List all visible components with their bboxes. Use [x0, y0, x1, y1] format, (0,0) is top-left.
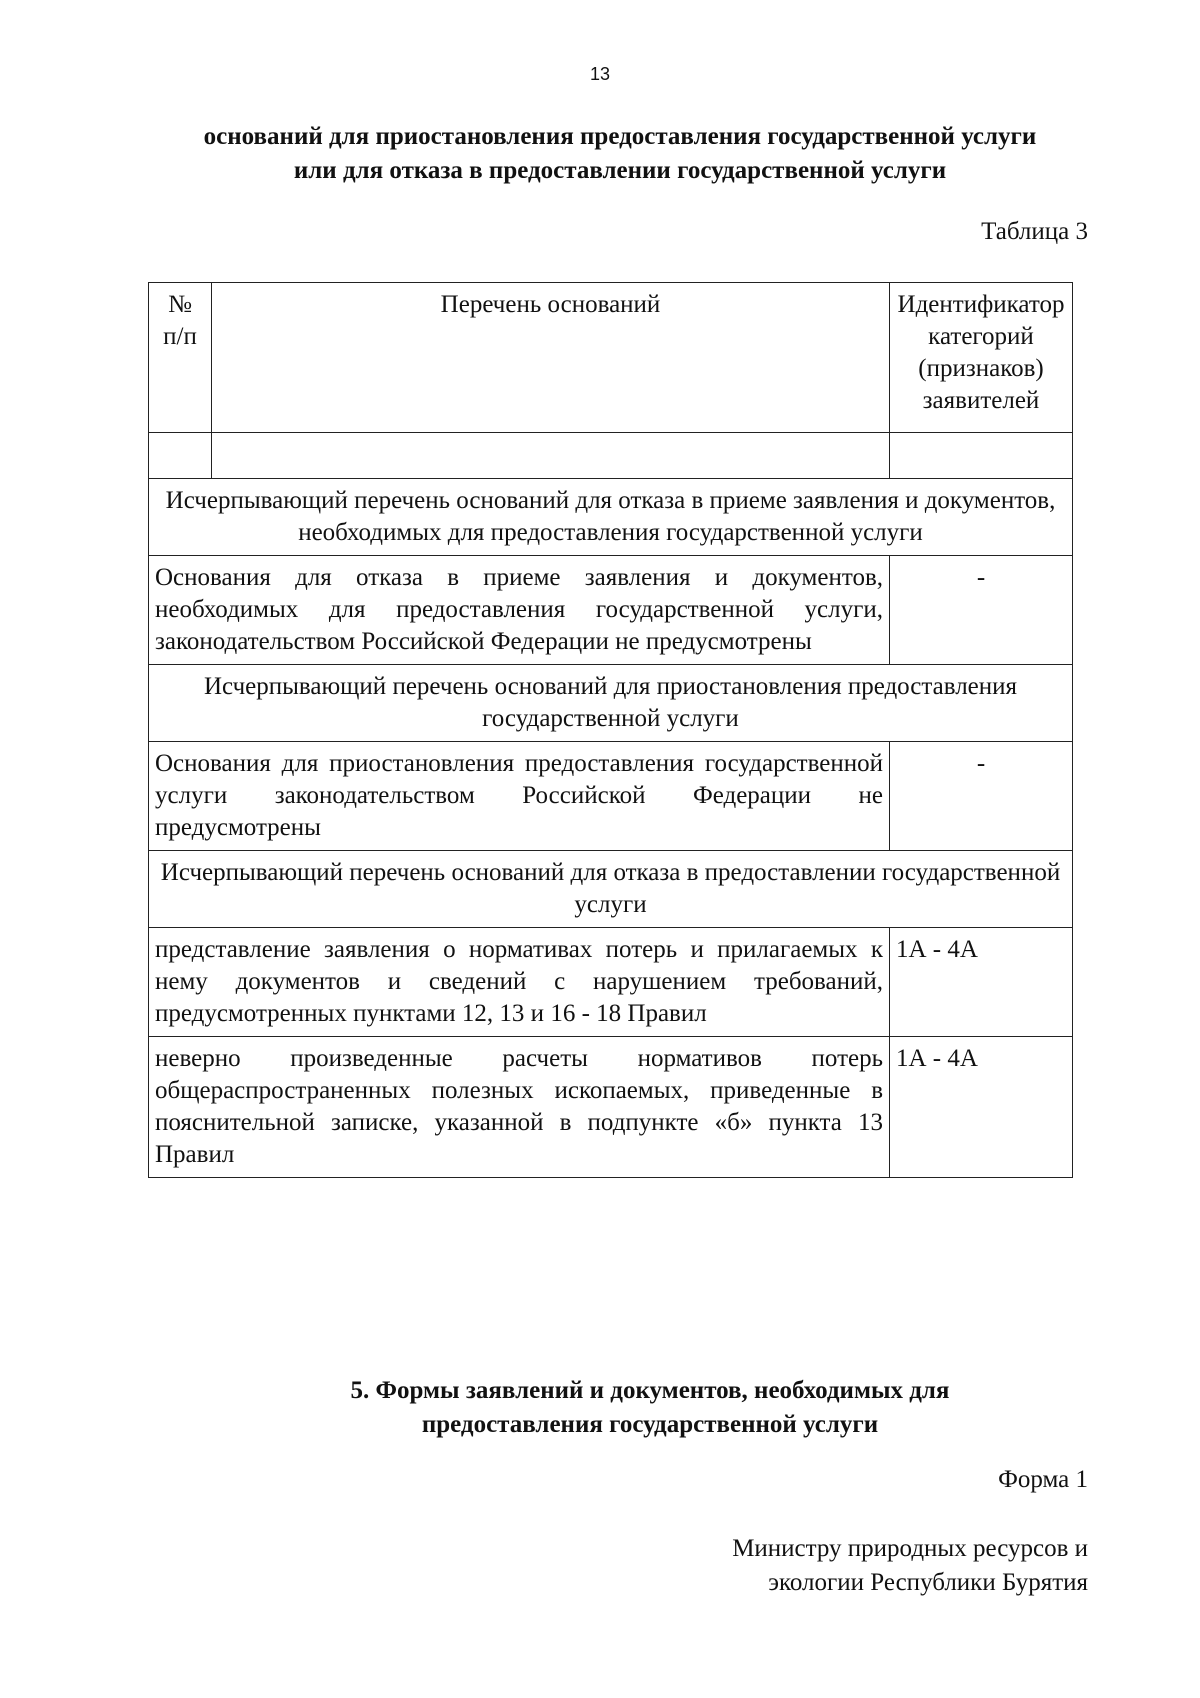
blank-cell-grounds — [212, 433, 890, 479]
identifier-cell: 1А - 4А — [890, 1037, 1073, 1178]
section-5-heading — [290, 1374, 1010, 1442]
addressee-block — [732, 1532, 1088, 1600]
table-blank-row — [149, 433, 1073, 479]
addressee-line-1: Министру природных ресурсов и — [732, 1535, 1088, 1562]
table-row — [149, 742, 1073, 851]
section-5-line-2: предоставления государственной услуги — [421, 1411, 879, 1438]
table-row — [149, 556, 1073, 665]
section-5-line-1: 5. Формы заявлений и документов, необходимых для — [350, 1377, 950, 1404]
identifier-cell: 1А - 4А — [890, 928, 1073, 1037]
ground-text: Основания для отказа в приеме заявления и документов, необходимых для предоставления государственной услуги, законодательством Российской Федерации не предусмотрены — [149, 556, 890, 665]
ground-text: неверно произведенные расчеты нормативов потерь общераспространенных полезных ископаемых, приведенные в пояснительной записке, указанной в подпункте «б» пункта 13 Правил — [149, 1037, 890, 1178]
heading-line-1: оснований для приостановления предоставления государственной услуги — [203, 123, 1037, 150]
section-title: Исчерпывающий перечень оснований для отказа в предоставлении государственной услуги — [149, 851, 1073, 928]
ground-text: представление заявления о нормативах потерь и прилагаемых к нему документов и сведений с нарушением требований, предусмотренных пунктами 12, 13 и 16 - 18 Правил — [149, 928, 890, 1037]
table-label: Таблица 3 — [981, 218, 1088, 245]
ground-text: Основания для приостановления предоставления государственной услуги законодательством Российской Федерации не предусмотрены — [149, 742, 890, 851]
header-num: № п/п — [149, 283, 212, 433]
page-number: 13 — [589, 64, 611, 84]
blank-cell-num — [149, 433, 212, 479]
grounds-table — [148, 282, 1073, 1178]
section-title-row — [149, 665, 1073, 742]
form-label: Форма 1 — [998, 1466, 1088, 1493]
section-title: Исчерпывающий перечень оснований для отказа в приеме заявления и документов, необходимых для предоставления государственной услуги — [149, 479, 1073, 556]
header-grounds: Перечень оснований — [212, 283, 890, 433]
addressee-line-2: экологии Республики Бурятия — [768, 1569, 1088, 1596]
table-header-row — [149, 283, 1073, 433]
document-heading — [140, 120, 1100, 188]
heading-line-2: или для отказа в предоставлении государственной услуги — [293, 157, 947, 184]
blank-cell-identifier — [890, 433, 1073, 479]
table-row — [149, 928, 1073, 1037]
identifier-cell: - — [890, 742, 1073, 851]
identifier-cell: - — [890, 556, 1073, 665]
header-identifier: Идентификатор категорий (признаков) заявителей — [890, 283, 1073, 433]
section-title: Исчерпывающий перечень оснований для приостановления предоставления государственной услуги — [149, 665, 1073, 742]
table-row — [149, 1037, 1073, 1178]
section-title-row — [149, 479, 1073, 556]
section-title-row — [149, 851, 1073, 928]
